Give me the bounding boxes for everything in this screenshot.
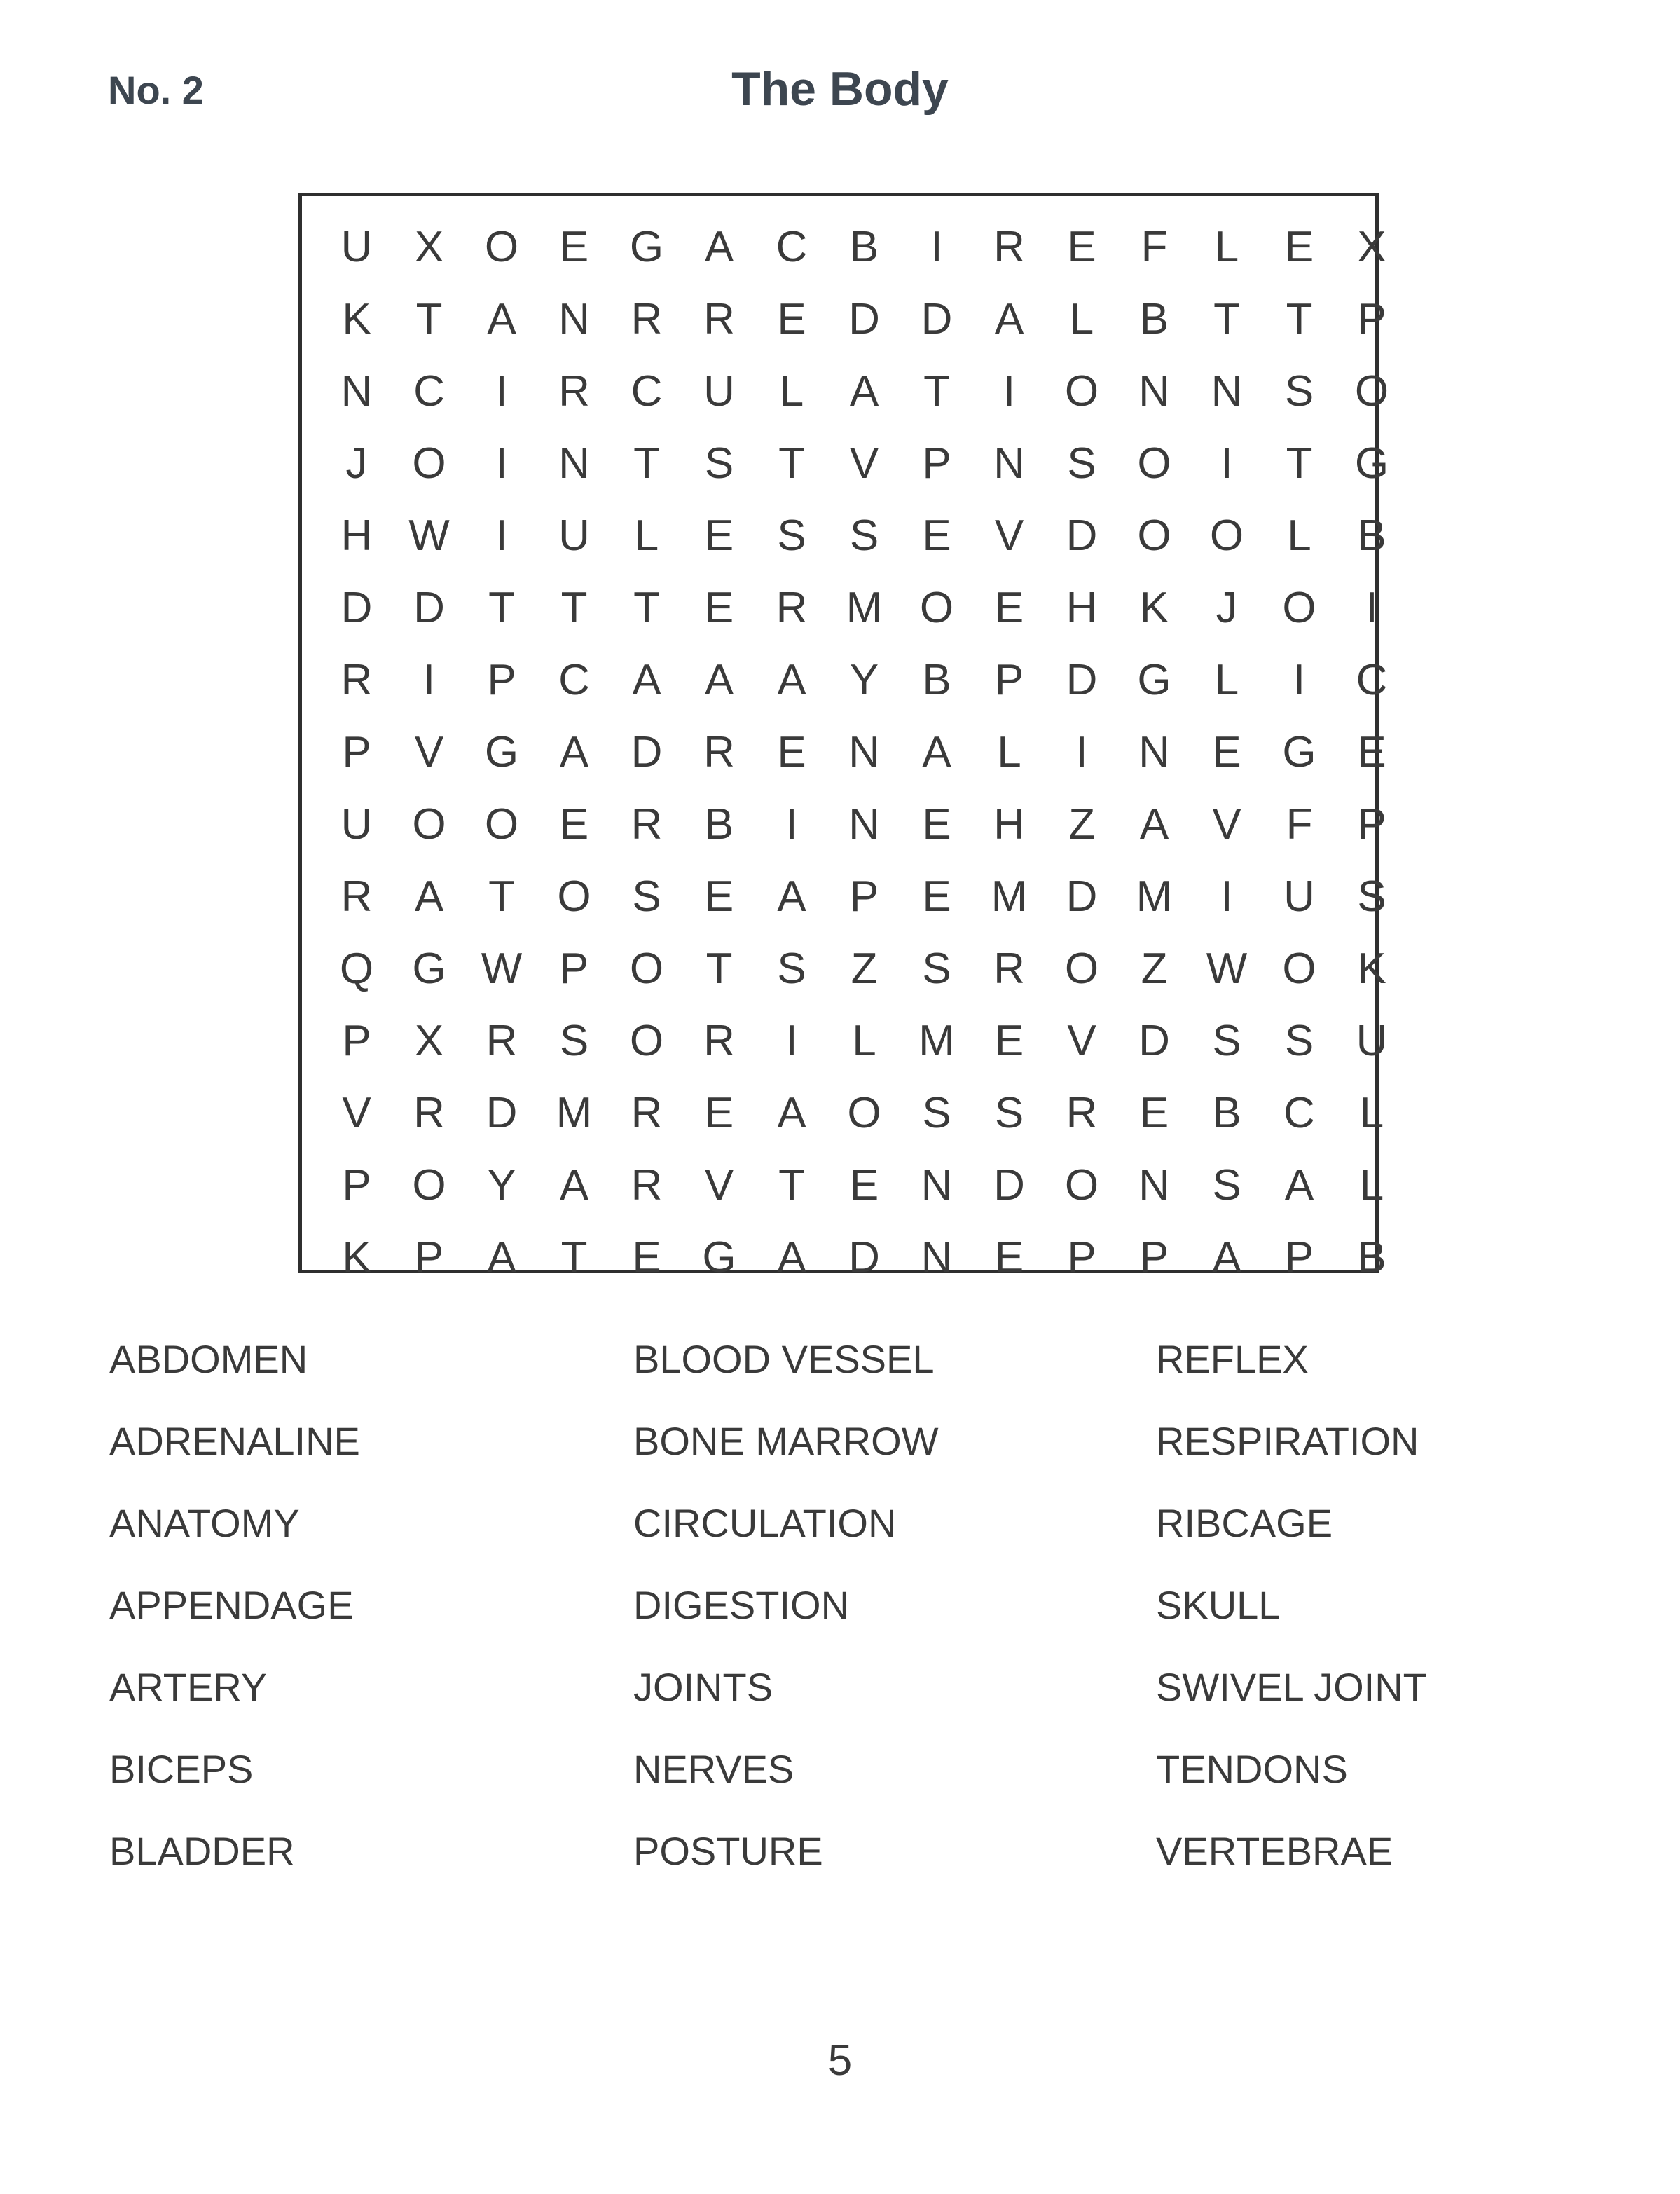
grid-letter: D	[1066, 872, 1098, 921]
grid-letter: Z	[1068, 800, 1095, 849]
grid-letter: V	[994, 512, 1024, 560]
grid-letter: D	[1066, 512, 1098, 560]
grid-letter: A	[777, 1233, 806, 1282]
grid-letter: L	[1359, 1161, 1384, 1209]
grid-letter: T	[778, 439, 805, 488]
grid-letter: R	[993, 223, 1025, 271]
grid-letter: S	[704, 439, 734, 488]
word-list-item: CIRCULATION	[633, 1501, 897, 1545]
grid-letter: L	[1069, 295, 1094, 343]
grid-letter: O	[484, 800, 519, 849]
grid-letter: V	[704, 1161, 734, 1209]
grid-letter: N	[1138, 728, 1170, 776]
grid-letter: S	[559, 1017, 589, 1065]
grid-letter: C	[776, 223, 808, 271]
grid-letter: W	[408, 512, 450, 560]
grid-letter: O	[919, 584, 954, 632]
grid-letter: O	[412, 439, 446, 488]
grid-letter: E	[704, 512, 734, 560]
grid-letter: L	[1214, 223, 1239, 271]
grid-letter: X	[1357, 223, 1386, 271]
grid-letter: G	[484, 728, 519, 776]
word-list-item: ADRENALINE	[109, 1419, 360, 1463]
grid-letter: P	[342, 728, 371, 776]
grid-letter: G	[1354, 439, 1389, 488]
grid-letter: K	[342, 295, 371, 343]
grid-letter: B	[1357, 1233, 1386, 1282]
grid-letter: A	[632, 656, 661, 704]
grid-letter: E	[1284, 223, 1314, 271]
word-list-item: POSTURE	[633, 1829, 823, 1873]
grid-letter: P	[342, 1161, 371, 1209]
word-list-item: BICEPS	[109, 1747, 254, 1791]
grid-letter: E	[922, 800, 951, 849]
grid-letter: D	[413, 584, 445, 632]
grid-letter: T	[633, 584, 660, 632]
grid-letter: L	[852, 1017, 876, 1065]
grid-letter: O	[484, 223, 519, 271]
word-list-item: DIGESTION	[633, 1583, 850, 1627]
grid-letter: T	[923, 367, 950, 416]
grid-letter: K	[1139, 584, 1169, 632]
grid-letter: V	[342, 1089, 371, 1137]
grid-letter: S	[922, 945, 951, 993]
grid-letter: T	[633, 439, 660, 488]
grid-letter: T	[488, 584, 515, 632]
grid-letter: B	[922, 656, 951, 704]
grid-letter: E	[1357, 728, 1386, 776]
grid-letter: V	[1067, 1017, 1096, 1065]
grid-letter: V	[1212, 800, 1241, 849]
grid-letter: I	[495, 512, 508, 560]
grid-letter: O	[629, 1017, 664, 1065]
grid-letter: E	[704, 584, 734, 632]
grid-letter: M	[991, 872, 1028, 921]
word-list-item: BLADDER	[109, 1829, 295, 1873]
grid-letter: D	[1066, 656, 1098, 704]
grid-letter: R	[1066, 1089, 1098, 1137]
grid-letter: N	[1138, 1161, 1170, 1209]
word-list-item: RESPIRATION	[1156, 1419, 1419, 1463]
grid-letter: A	[777, 656, 806, 704]
grid-letter: P	[849, 872, 879, 921]
grid-letter: G	[702, 1233, 736, 1282]
grid-letter: S	[849, 512, 879, 560]
grid-letter: O	[1282, 945, 1316, 993]
grid-letter: S	[777, 512, 806, 560]
grid-letter: A	[487, 1233, 516, 1282]
grid-letter: S	[1212, 1161, 1241, 1209]
grid-letter: W	[1206, 945, 1248, 993]
grid-letter: R	[340, 656, 373, 704]
grid-letter: R	[413, 1089, 445, 1137]
grid-letter: U	[703, 367, 735, 416]
grid-letter: S	[1067, 439, 1096, 488]
grid-letter: O	[629, 945, 664, 993]
grid-letter: B	[849, 223, 879, 271]
grid-letter: R	[993, 945, 1025, 993]
grid-letter: K	[342, 1233, 371, 1282]
grid-letter: D	[993, 1161, 1025, 1209]
grid-letter: O	[557, 872, 591, 921]
grid-letter: T	[1286, 439, 1313, 488]
grid-letter: A	[559, 728, 589, 776]
grid-letter: L	[997, 728, 1021, 776]
grid-letter: E	[1139, 1089, 1169, 1137]
grid-letter: O	[1209, 512, 1244, 560]
grid-letter: L	[779, 367, 804, 416]
word-list-item: TENDONS	[1156, 1747, 1348, 1791]
grid-letter: C	[413, 367, 445, 416]
grid-letter: B	[1212, 1089, 1241, 1137]
grid-letter: I	[1003, 367, 1016, 416]
grid-letter: O	[1064, 945, 1099, 993]
grid-letter: E	[922, 512, 951, 560]
grid-letter: R	[703, 1017, 735, 1065]
grid-letter: E	[704, 1089, 734, 1137]
grid-letter: D	[921, 295, 953, 343]
grid-letter: U	[1283, 872, 1315, 921]
word-list-item: REFLEX	[1156, 1337, 1309, 1381]
grid-letter: Z	[1141, 945, 1168, 993]
grid-letter: E	[777, 295, 806, 343]
grid-letter: N	[1138, 367, 1170, 416]
grid-letter: Y	[849, 656, 879, 704]
grid-letter: B	[1139, 295, 1169, 343]
grid-letter: V	[849, 439, 879, 488]
grid-letter: G	[629, 223, 664, 271]
grid-letter: M	[846, 584, 883, 632]
grid-letter: Y	[487, 1161, 516, 1209]
grid-letter: H	[993, 800, 1025, 849]
word-list-item: JOINTS	[633, 1665, 773, 1709]
grid-letter: D	[848, 295, 880, 343]
grid-letter: B	[704, 800, 734, 849]
word-list-item: BLOOD VESSEL	[633, 1337, 935, 1381]
grid-letter: J	[1216, 584, 1238, 632]
grid-letter: D	[486, 1089, 518, 1137]
grid-letter: E	[1067, 223, 1096, 271]
grid-letter: E	[994, 1233, 1024, 1282]
grid-letter: G	[1137, 656, 1171, 704]
page-title: The Body	[731, 62, 949, 116]
grid-letter: A	[704, 656, 734, 704]
grid-letter: F	[1141, 223, 1168, 271]
grid-letter: D	[1138, 1017, 1170, 1065]
grid-letter: I	[1220, 439, 1233, 488]
grid-letter: Z	[851, 945, 878, 993]
grid-letter: T	[705, 945, 733, 993]
grid-letter: U	[340, 800, 373, 849]
grid-letter: P	[922, 439, 951, 488]
grid-letter: T	[1213, 295, 1240, 343]
word-list-item: ANATOMY	[109, 1501, 300, 1545]
grid-letter: T	[560, 584, 588, 632]
grid-letter: Q	[339, 945, 374, 993]
grid-letter: L	[1214, 656, 1239, 704]
grid-letter: N	[558, 295, 590, 343]
grid-letter: L	[1359, 1089, 1384, 1137]
grid-letter: I	[930, 223, 943, 271]
grid-letter: A	[559, 1161, 589, 1209]
grid-letter: A	[414, 872, 444, 921]
grid-letter: R	[558, 367, 590, 416]
grid-letter: U	[1356, 1017, 1388, 1065]
grid-letter: E	[632, 1233, 661, 1282]
grid-letter: G	[412, 945, 446, 993]
grid-letter: K	[1357, 945, 1386, 993]
grid-letter: X	[414, 1017, 444, 1065]
grid-letter: O	[412, 800, 446, 849]
grid-letter: N	[993, 439, 1025, 488]
grid-letter: T	[560, 1233, 588, 1282]
word-list-item: ABDOMEN	[109, 1337, 308, 1381]
grid-letter: I	[422, 656, 436, 704]
grid-letter: I	[1075, 728, 1088, 776]
grid-letter: H	[1066, 584, 1098, 632]
grid-letter: N	[340, 367, 373, 416]
word-list-item: SWIVEL JOINT	[1156, 1665, 1427, 1709]
grid-letter: N	[848, 800, 880, 849]
grid-letter: A	[1139, 800, 1169, 849]
puzzle-number: No. 2	[108, 68, 204, 112]
word-search-grid	[298, 193, 1389, 1282]
grid-letter: S	[1357, 872, 1386, 921]
grid-letter: N	[921, 1233, 953, 1282]
word-list-item: RIBCAGE	[1156, 1501, 1333, 1545]
grid-letter: O	[1282, 584, 1316, 632]
word-list-item: NERVES	[633, 1747, 794, 1791]
grid-letter: N	[558, 439, 590, 488]
grid-letter: O	[412, 1161, 446, 1209]
grid-letter: I	[495, 367, 508, 416]
grid-letter: D	[631, 728, 663, 776]
grid-letter: M	[556, 1089, 593, 1137]
grid-letter: O	[1137, 512, 1171, 560]
grid-letter: P	[1067, 1233, 1096, 1282]
grid-letter: E	[994, 584, 1024, 632]
grid-letter: S	[1284, 1017, 1314, 1065]
grid-letter: R	[486, 1017, 518, 1065]
grid-letter: D	[340, 584, 373, 632]
grid-letter: B	[1357, 512, 1386, 560]
grid-letter: U	[558, 512, 590, 560]
grid-letter: M	[1136, 872, 1173, 921]
grid-letter: T	[488, 872, 515, 921]
word-list	[0, 1335, 1680, 1910]
grid-letter: V	[414, 728, 444, 776]
grid-letter: E	[777, 728, 806, 776]
grid-letter: C	[631, 367, 663, 416]
grid-letter: O	[1064, 1161, 1099, 1209]
grid-letter: A	[704, 223, 734, 271]
grid-letter: G	[1282, 728, 1316, 776]
grid-letter: D	[848, 1233, 880, 1282]
grid-letter: A	[487, 295, 516, 343]
grid-letter: R	[703, 295, 735, 343]
grid-letter: E	[994, 1017, 1024, 1065]
word-list-item: ARTERY	[109, 1665, 268, 1709]
grid-letter: W	[481, 945, 523, 993]
word-list-item: SKULL	[1156, 1583, 1281, 1627]
grid-letter: R	[340, 872, 373, 921]
grid-letter: I	[785, 800, 798, 849]
grid-letter: S	[994, 1089, 1024, 1137]
grid-letter: H	[340, 512, 373, 560]
grid-letter: A	[849, 367, 879, 416]
grid-letter: I	[1293, 656, 1306, 704]
grid-letter: R	[631, 295, 663, 343]
grid-letter: P	[1357, 800, 1386, 849]
grid-letter: I	[495, 439, 508, 488]
grid-letter: A	[777, 872, 806, 921]
grid-letter: J	[345, 439, 368, 488]
grid-letter: E	[704, 872, 734, 921]
grid-letter: R	[631, 1089, 663, 1137]
grid-letter: P	[487, 656, 516, 704]
grid-letter: A	[777, 1089, 806, 1137]
grid-letter: S	[922, 1089, 951, 1137]
page-number: 5	[827, 2036, 853, 2085]
grid-letter: C	[1283, 1089, 1315, 1137]
grid-letter: A	[994, 295, 1024, 343]
grid-letter: A	[1212, 1233, 1241, 1282]
grid-letter: O	[1137, 439, 1171, 488]
grid-letter: R	[631, 1161, 663, 1209]
grid-letter: O	[847, 1089, 881, 1137]
grid-letter: P	[1139, 1233, 1169, 1282]
grid-letter: L	[1287, 512, 1311, 560]
grid-letter: T	[778, 1161, 805, 1209]
grid-letter: E	[1212, 728, 1241, 776]
grid-letter: P	[414, 1233, 444, 1282]
grid-letter: A	[1284, 1161, 1314, 1209]
grid-letter: S	[632, 872, 661, 921]
grid-letter: E	[559, 800, 589, 849]
grid-letter: E	[559, 223, 589, 271]
grid-letter: S	[1284, 367, 1314, 416]
grid-letter: U	[340, 223, 373, 271]
grid-letter: T	[1286, 295, 1313, 343]
grid-letter: E	[922, 872, 951, 921]
grid-letter: N	[921, 1161, 953, 1209]
word-list-item: BONE MARROW	[633, 1419, 939, 1463]
grid-letter: F	[1286, 800, 1313, 849]
grid-letter: S	[1212, 1017, 1241, 1065]
grid-letter: L	[634, 512, 659, 560]
grid-letter: I	[1220, 872, 1233, 921]
grid-letter: I	[785, 1017, 798, 1065]
grid-letter: A	[922, 728, 951, 776]
grid-letter: R	[631, 800, 663, 849]
grid-letter: C	[558, 656, 590, 704]
grid-letter: R	[776, 584, 808, 632]
grid-letter: T	[415, 295, 443, 343]
grid-letter: R	[703, 728, 735, 776]
grid-letter: M	[918, 1017, 955, 1065]
grid-letter: O	[1064, 367, 1099, 416]
grid-letter: P	[994, 656, 1024, 704]
word-list-item: APPENDAGE	[109, 1583, 354, 1627]
grid-letter: P	[1357, 295, 1386, 343]
grid-letter: N	[848, 728, 880, 776]
grid-letter: P	[1284, 1233, 1314, 1282]
grid-letter: X	[414, 223, 444, 271]
grid-letter: N	[1211, 367, 1243, 416]
grid-letter: S	[777, 945, 806, 993]
grid-letter: I	[1365, 584, 1378, 632]
grid-letter: C	[1356, 656, 1388, 704]
grid-letter: O	[1354, 367, 1389, 416]
grid-letter: P	[342, 1017, 371, 1065]
grid-letter: E	[849, 1161, 879, 1209]
grid-letter: P	[559, 945, 589, 993]
word-list-item: VERTEBRAE	[1156, 1829, 1393, 1873]
